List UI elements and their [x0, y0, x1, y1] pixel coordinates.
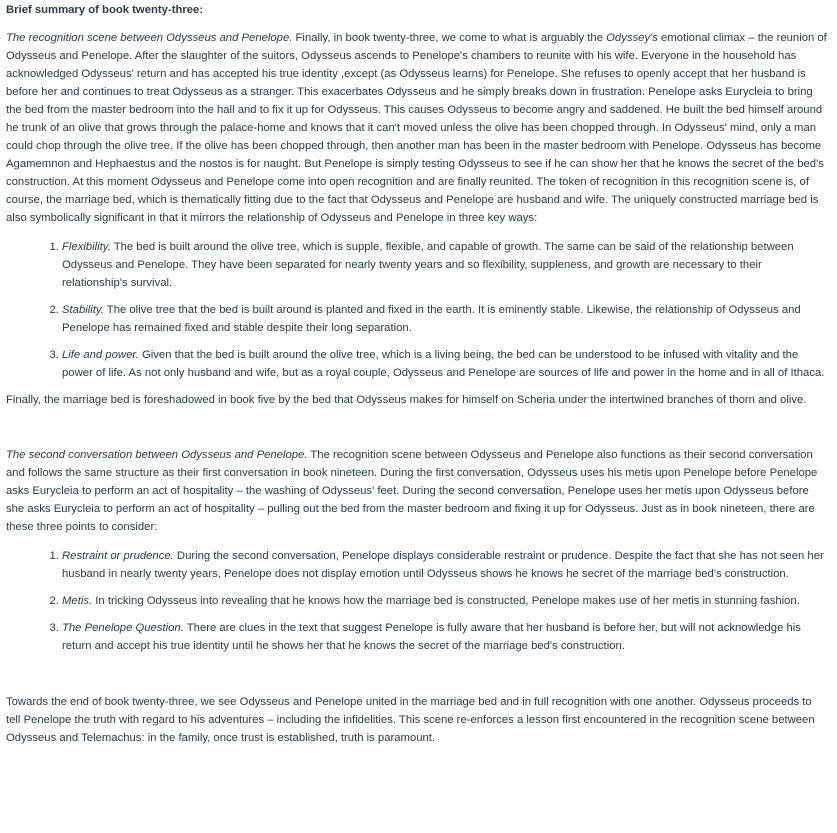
list-item	[62, 547, 829, 583]
list-item-text: During the second conversation, Penelope displays considerable restraint or prudence. Despite the fact that she has not seen her husband in nearly twenty years, Penelope does not display emotion until Odysseus shows he knows he secret of the marriage bed's construction.	[62, 550, 824, 580]
list-item-label: Life and power.	[62, 349, 139, 361]
list-item-text: The bed is built around the olive tree, which is supple, flexible, and capable of growth. The same can be said of the relationship between Odysseus and Penelope. They have been separated for nearly twenty years and so flexibility, suppleness, and growth are necessary to their relationship's survival.	[62, 241, 794, 289]
list-item-text: Given that the bed is built around the olive tree, which is a living being, the bed can be understood to be infused with vitality and the power of life. As not only husband and wife, but as a royal couple, Odysseus and Penelope are sources of life and power in the home and in all of Ithaca.	[62, 349, 825, 379]
foreshadowing-paragraph: Finally, the marriage bed is foreshadowed in book five by the bed that Odysseus makes for himself on Scheria under the intertwined branches of thorn and olive.	[6, 394, 807, 406]
list-item	[62, 619, 829, 655]
list-item	[62, 346, 829, 382]
list-item-label: The Penelope Question.	[62, 622, 184, 634]
second-conversation-paragraph	[6, 446, 829, 536]
recognition-text-a: Finally, in book twenty-three, we come to what is arguably the	[292, 32, 607, 44]
list-item-text: In tricking Odysseus into revealing that he knows how the marriage bed is constructed, Penelope makes use of her metis in stunning fashion.	[92, 595, 800, 607]
page-heading: Brief summary of book twenty-three:	[6, 4, 204, 16]
recognition-scene-lead: The recognition scene between Odysseus and Penelope.	[6, 32, 293, 44]
second-conversation-list	[6, 547, 829, 655]
list-item-label: Restraint or prudence.	[62, 550, 174, 562]
list-item	[62, 238, 829, 292]
bed-symbolism-list	[6, 238, 829, 382]
list-item-text: There are clues in the text that suggest Penelope is fully aware that her husband is before her, but will not acknowledge his return and accept his true identity until he shows her that he knows the secret of the marriage bed's construction.	[62, 622, 801, 652]
list-item-label: Metis.	[62, 595, 93, 607]
second-conversation-lead: The second conversation between Odysseus and Penelope.	[6, 449, 308, 461]
list-item-label: Stability.	[62, 304, 104, 316]
second-conversation-text: The recognition scene between Odysseus and Penelope also functions as their second conversation and follows the same structure as their first conversation in book nineteen. During the first conversation, Odysseus uses his metis upon Penelope before Penelope asks Eurycleia to perform an act of hospitality – the washing of Odysseus' feet. During the second conversation, Penelope uses her metis upon Odysseus before she asks Eurycleia to perform an act of hospitality – pulling out the bed from the master bedroom and fixing it up for Odysseus. Just as in book nineteen, there are these three points to consider:	[6, 449, 818, 533]
list-item-text: The olive tree that the bed is built around is planted and fixed in the earth. It is eminently stable. Likewise, the relationship of Odysseus and Penelope has remained fixed and stable despite their long separation.	[62, 304, 801, 334]
recognition-scene-paragraph	[6, 29, 829, 227]
odyssey-title: Odyssey's	[606, 32, 658, 44]
conclusion-paragraph: Towards the end of book twenty-three, we see Odysseus and Penelope united in the marriage bed and in full recognition with one another. Odysseus proceeds to tell Penelope the truth with regard to his adventures – including the infidelities. This scene re-enforces a lesson first encountered in the recognition scene between Odysseus and Telemachus: in the family, once trust is established, truth is paramount.	[6, 696, 815, 744]
list-item	[62, 301, 829, 337]
list-item	[62, 592, 829, 610]
recognition-text-b: emotional climax – the reunion of Odysseus and Penelope. After the slaughter of the suitors, Odysseus ascends to Penelope's chambers to reunite with his wife. Everyone in the household has acknowledged Odysseus' return and has accepted his true identity ,except (as Odysseus learns) for Penelope. She refuses to openly accept that her husband is before her and continues to treat Odysseus as a stranger. This exacerbates Odysseus and he simply breaks down in frustration. Penelope asks Eurycleia to bring the bed from the master bedroom into the hall and to fix it up for Odysseus. This causes Odysseus to become angry and saddened. He built the bed himself around he trunk of an olive that grows through the palace-home and knows that it can't moved unless the olive has been chopped through. In Odysseus' mind, only a man could chop through the olive tree. If the olive has been chopped through, then another man has been in the master bedroom with Penelope. Odysseus has become Agamemnon and Hephaestus and the nostos is for naught. But Penelope is simply testing Odysseus to see if he can show her that he knows the secret of the bed's construction. At this moment Odysseus and Penelope come into open recognition and are finally reunited. The token of recognition in this recognition scene is, of course, the marriage bed, which is thematically fitting due to the fact that Odysseus and Penelope are husband and wife. The uniquely constructed marriage bed is also symbolically significant in that it mirrors the relationship of Odysseus and Penelope in three key ways:	[6, 32, 827, 224]
list-item-label: Flexibility.	[62, 241, 111, 253]
